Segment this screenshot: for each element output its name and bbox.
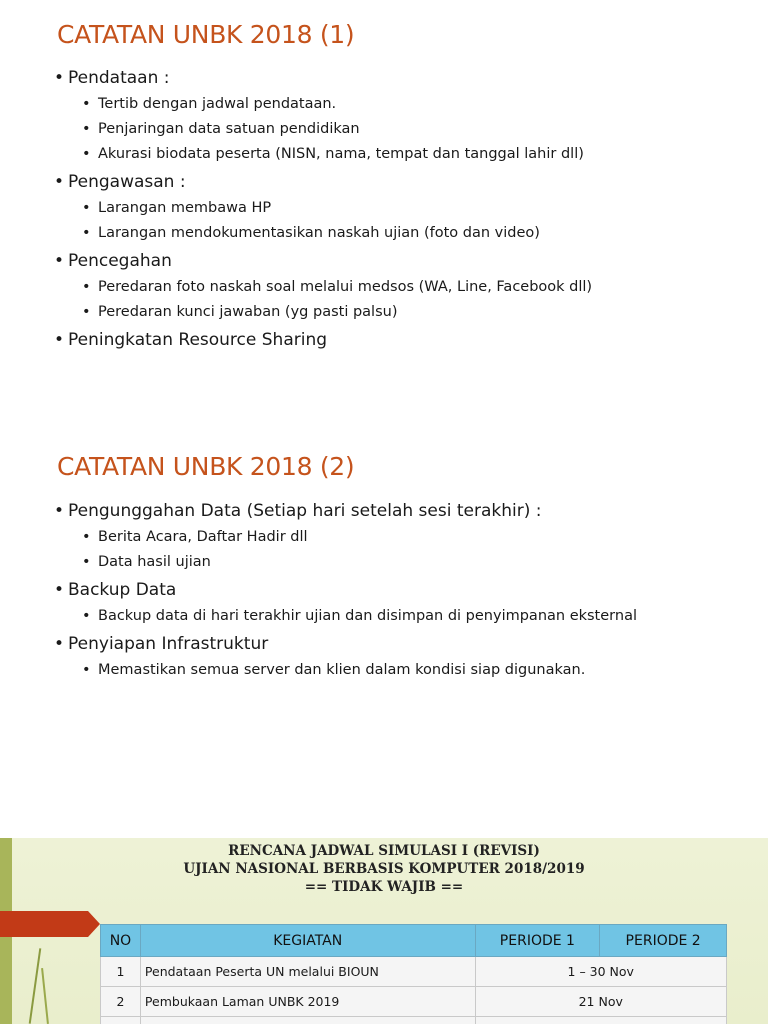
sub-bullet-list [82,196,592,246]
column-header-periode-1: PERIODE 1 [475,925,600,957]
column-header-periode-2: PERIODE 2 [600,925,727,957]
slide-1-bullet-list [54,67,592,351]
sub-bullet: • Larangan mendokumentasikan naskah ujian (foto dan video) [82,221,592,246]
sub-bullet-list [82,604,637,629]
sub-bullet: • Berita Acara, Daftar Hadir dll [82,525,637,550]
bullet-label: • Pengawasan : [54,171,592,193]
slide-2-title: CATATAN UNBK 2018 (2) [57,452,355,481]
cell-kegiatan: Pendataan Peserta UN melalui BIOUN [140,957,475,987]
table-row [101,1017,727,1024]
cell-periode [475,1017,726,1024]
sub-bullet: • Peredaran kunci jawaban (yg pasti palsu) [82,300,592,325]
decorative-grass [29,948,42,1024]
schedule-table [100,924,727,1024]
bullet-label: • Penyiapan Infrastruktur [54,633,637,655]
schedule-heading-line: RENCANA JADWAL SIMULASI I (REVISI) [228,843,540,859]
table-header-row [101,925,727,957]
bullet-peningkatan [54,329,592,351]
slide-2-bullet-list [54,500,637,683]
sub-bullet: • Akurasi biodata peserta (NISN, nama, tempat dan tanggal lahir dll) [82,142,592,167]
schedule-heading-line: UJIAN NASIONAL BERBASIS KOMPUTER 2018/2019 [183,861,585,877]
schedule-heading-line: == TIDAK WAJIB == [304,879,464,895]
bullet-label: • Peningkatan Resource Sharing [54,329,592,351]
cell-kegiatan [140,1017,475,1024]
slide-3 [0,838,768,1024]
cell-no: 2 [101,987,141,1017]
table-row [101,957,727,987]
cell-no: 1 [101,957,141,987]
sub-bullet-list [82,658,637,683]
sub-bullet-list [82,275,592,325]
sub-bullet: • Memastikan semua server dan klien dalam kondisi siap digunakan. [82,658,637,683]
cell-periode: 21 Nov [475,987,726,1017]
bullet-label: • Backup Data [54,579,637,601]
bullet-pencegahan [54,250,592,325]
cell-no [101,1017,141,1024]
column-header-no: NO [101,925,141,957]
bullet-infrastruktur [54,633,637,683]
slide-1 [0,0,768,420]
bullet-pengawasan [54,171,592,246]
decorative-arrow-shape [0,911,100,937]
table-row [101,987,727,1017]
sub-bullet: • Larangan membawa HP [82,196,592,221]
sub-bullet: • Penjaringan data satuan pendidikan [82,117,592,142]
sub-bullet-list [82,92,592,167]
schedule-heading [0,842,768,896]
sub-bullet: • Peredaran foto naskah soal melalui medsos (WA, Line, Facebook dll) [82,275,592,300]
bullet-label: • Pengunggahan Data (Setiap hari setelah sesi terakhir) : [54,500,637,522]
sub-bullet: • Tertib dengan jadwal pendataan. [82,92,592,117]
column-header-kegiatan: KEGIATAN [140,925,475,957]
bullet-backup [54,579,637,629]
sub-bullet: • Backup data di hari terakhir ujian dan disimpan di penyimpanan eksternal [82,604,637,629]
cell-kegiatan: Pembukaan Laman UNBK 2019 [140,987,475,1017]
slide-2 [0,432,768,832]
sub-bullet: • Data hasil ujian [82,550,637,575]
bullet-pengunggahan [54,500,637,575]
decorative-grass [41,968,49,1024]
cell-periode: 1 – 30 Nov [475,957,726,987]
slide-1-title: CATATAN UNBK 2018 (1) [57,20,355,49]
bullet-label: • Pendataan : [54,67,592,89]
sub-bullet-list [82,525,637,575]
bullet-label: • Pencegahan [54,250,592,272]
bullet-pendataan [54,67,592,167]
